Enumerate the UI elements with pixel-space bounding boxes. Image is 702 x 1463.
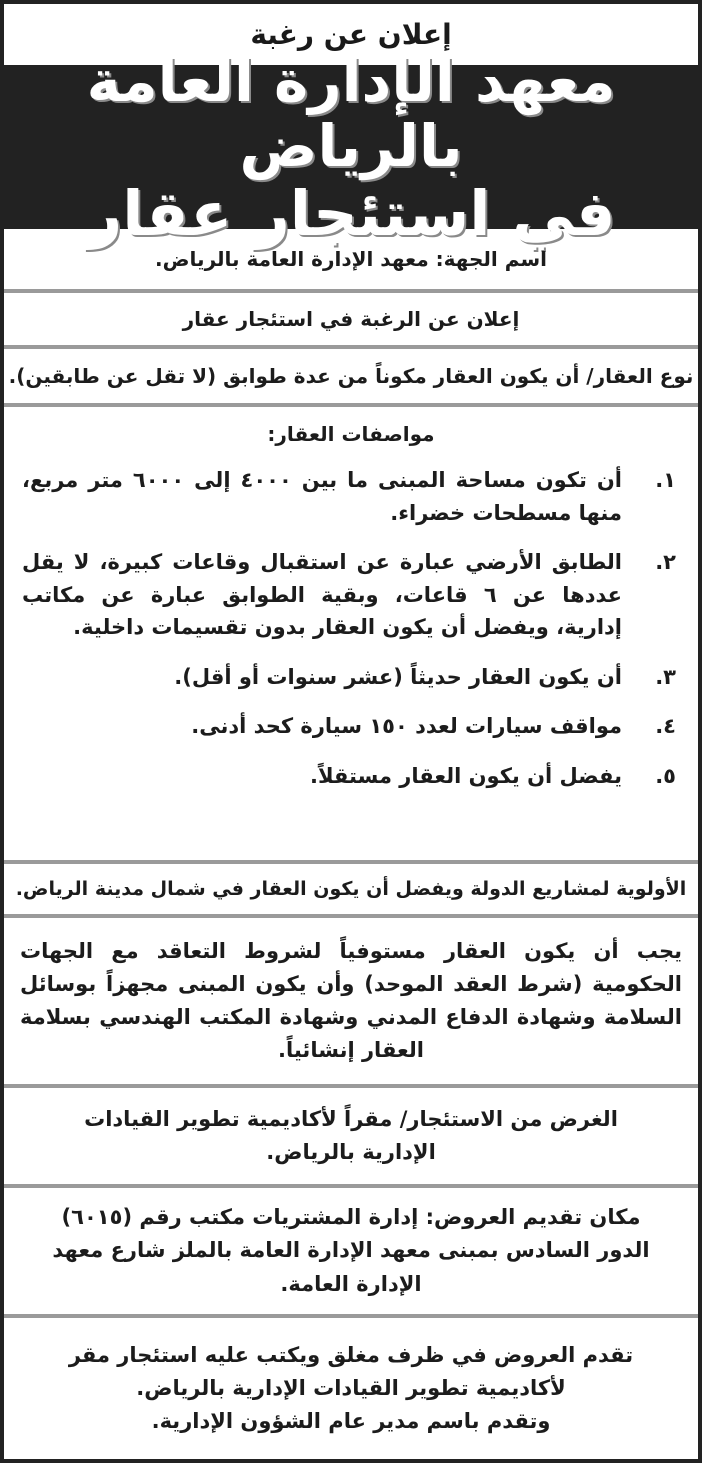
priority-section — [4, 864, 698, 914]
spec-item-4 — [22, 710, 680, 743]
requirements-section — [4, 918, 698, 1084]
announcement-section — [4, 293, 698, 345]
property-type-section — [4, 349, 698, 403]
submission-place-section — [4, 1188, 698, 1314]
priority-text: الأولوية لمشاريع الدولة ويفضل أن يكون العقار في شمال مدينة الرياض. — [15, 877, 687, 900]
spec-number: ٢. — [655, 550, 676, 575]
entity-section — [4, 229, 698, 289]
spec-item-1 — [22, 464, 680, 529]
entity-name: اسم الجهة: معهد الإدارة العامة بالرياض. — [155, 247, 547, 271]
specifications-title: مواصفات العقار: — [267, 422, 435, 446]
spec-text: مواقف سيارات لعدد ١٥٠ سيارة كحد أدنى. — [191, 714, 622, 739]
divider — [4, 403, 698, 407]
specifications-section — [4, 410, 698, 860]
top-label-text: إعلان عن رغبة — [250, 18, 452, 51]
spec-item-3 — [22, 661, 680, 694]
property-type: نوع العقار/ أن يكون العقار مكوناً من عدة طوابق (لا تقل عن طابقين). — [8, 364, 694, 388]
title-line-2: في استئجار عقار — [86, 177, 616, 251]
spec-number: ٣. — [655, 664, 676, 689]
announcement-subject: إعلان عن الرغبة في استئجار عقار — [182, 307, 520, 331]
submission-instructions-line-2: وتقدم باسم مدير عام الشؤون الإدارية. — [151, 1409, 551, 1434]
spec-text: الطابق الأرضي عبارة عن استقبال وقاعات كبيرة، لا يقل عددها عن ٦ قاعات، وبقية الطوابق عبارة عن مكاتب إدارية، ويفضل أن يكون العقار بدون تقسيمات داخلية. — [22, 550, 622, 640]
spec-text: أن تكون مساحة المبنى ما بين ٤٠٠٠ إلى ٦٠٠٠ متر مربع، منها مسطحات خضراء. — [22, 468, 622, 525]
spec-number: ١. — [655, 468, 676, 492]
spec-text: أن يكون العقار حديثاً (عشر سنوات أو أقل). — [174, 664, 622, 689]
title-banner — [4, 47, 698, 251]
title-line-1: معهد الإدارة العامة بالرياض — [86, 47, 616, 181]
spec-number: ٤. — [655, 714, 676, 739]
submission-instructions-section — [4, 1318, 698, 1459]
purpose-section — [4, 1088, 698, 1184]
purpose-text: الغرض من الاستئجار/ مقراً لأكاديمية تطوير القيادات الإدارية بالرياض. — [84, 1106, 618, 1164]
submission-instructions-line-1: تقدم العروض في ظرف مغلق ويكتب عليه استئجار مقر لأكاديمية تطوير القيادات الإدارية بالرياض. — [68, 1342, 634, 1400]
spec-item-5 — [22, 760, 680, 793]
spec-number: ٥. — [655, 763, 676, 788]
submission-place-text: مكان تقديم العروض: إدارة المشتريات مكتب رقم (٦٠١٥) الدور السادس بمبنى معهد الإدارة العامة بالملز شارع معهد الإدارة العامة. — [52, 1205, 650, 1296]
requirements-text: يجب أن يكون العقار مستوفياً لشروط التعاقد مع الجهات الحكومية (شرط العقد الموحد) وأن يكون المبنى مجهزاً بوسائل السلامة وشهادة الدفاع المدني وشهادة المكتب الهندسي بسلامة العقار إنشائياً. — [20, 938, 682, 1063]
spec-item-2 — [22, 546, 680, 644]
spec-text: يفضل أن يكون العقار مستقلاً. — [310, 763, 622, 788]
